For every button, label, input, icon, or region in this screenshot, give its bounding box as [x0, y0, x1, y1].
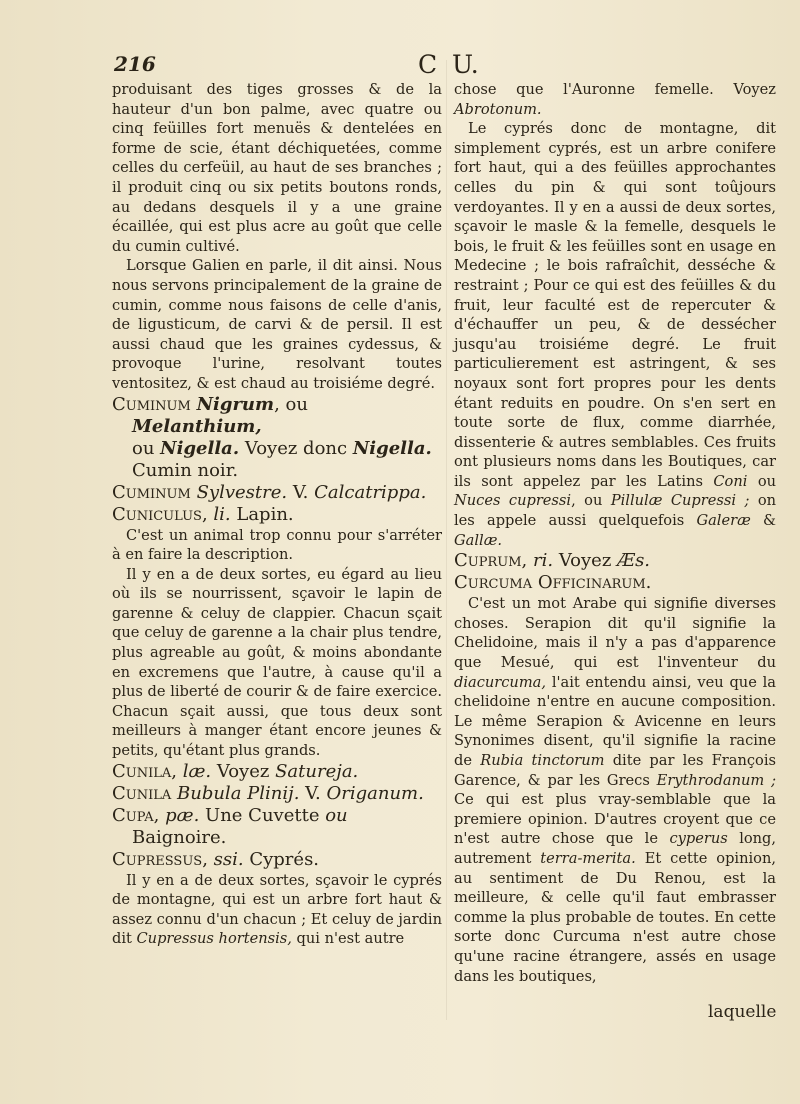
- entry-voyez: Voyez donc: [244, 437, 348, 459]
- paragraph-text: long, autrement: [454, 830, 777, 867]
- entry-headword: Cuprum: [454, 550, 522, 572]
- entry-cupressus: Cupressus, ssi. Cyprés.: [112, 848, 320, 870]
- paragraph-curcuma: [454, 594, 776, 986]
- page-number: 216: [114, 52, 156, 76]
- entry-alt-term: Nigella.: [160, 437, 240, 459]
- paragraph-text: ou: [757, 472, 777, 490]
- latin-term: terra-merita.: [540, 849, 636, 867]
- paragraph-text: Il y en a de deux sortes, sçavoir le cyprés de montagne, qui est un arbre fort haut & assez connu d'un chacun ; Et celuy de jardin dit: [112, 871, 442, 948]
- latin-term: Gallæ.: [454, 531, 503, 549]
- entry-reference: Nigella.: [352, 437, 432, 459]
- entry-voyez: V.: [305, 782, 321, 804]
- entry-headword: Cunila: [112, 782, 172, 804]
- paragraph-text: dite par les François Garence, & par les Grecs: [454, 752, 776, 789]
- paragraph-text: chose que l'Auronne femelle. Voyez: [454, 81, 776, 98]
- column-gutter: [446, 60, 447, 1020]
- latin-term: Cupressus hortensis,: [136, 930, 292, 948]
- paragraph-cypres-montagne: [454, 119, 776, 550]
- entry-cuprum: Cuprum, ri. Voyez Æs.: [454, 550, 651, 572]
- entry-cupa: Cupa, pæ. Une Cuvette ou Baignoire.: [112, 804, 348, 848]
- latin-term: Nuces cupressi: [454, 492, 572, 510]
- entry-headword: Cunila: [112, 760, 172, 782]
- entry-text: , ou: [274, 393, 308, 415]
- entry-cuminum-nigrum: [112, 394, 442, 482]
- entry-headword: Cuminum: [112, 481, 191, 503]
- entry-reference: Calcatrippa.: [314, 481, 427, 503]
- entry-grammar: ri.: [532, 550, 554, 572]
- entry-french: Lapin.: [236, 503, 294, 525]
- entry-curcuma: [454, 572, 776, 594]
- entry-voyez: Voyez: [216, 760, 270, 782]
- latin-term: diacurcuma,: [454, 673, 547, 691]
- entry-voyez: Voyez: [558, 550, 612, 572]
- entry-term: Nigrum: [196, 393, 275, 415]
- latin-term: Coni: [713, 472, 748, 490]
- entry-headword: Curcuma Officinarum.: [454, 572, 652, 594]
- page-header: [0, 52, 800, 82]
- cross-reference: Abrotonum.: [454, 100, 542, 118]
- paragraph-text: on les appele aussi quelquefois: [454, 492, 777, 530]
- entry-reference: Æs.: [617, 550, 651, 572]
- running-head-left: C: [418, 50, 438, 79]
- paragraph-text: , ou: [571, 492, 603, 510]
- entry-headword: Cuminum: [112, 393, 191, 415]
- entry-french: Cumin noir.: [132, 459, 239, 481]
- right-column: [454, 80, 776, 986]
- entry-term: Sylvestre.: [196, 481, 288, 503]
- entry-headword: Cuniculus: [112, 503, 202, 525]
- entry-reference: Satureja.: [275, 760, 359, 782]
- entry-grammar: ssi.: [213, 848, 244, 870]
- entry-grammar: pæ.: [165, 804, 200, 826]
- paragraph-auronne: [454, 80, 776, 119]
- paragraph-cypres: [112, 871, 442, 949]
- latin-term: Pillulæ Cupressi ;: [610, 492, 750, 510]
- paragraph-lapin-sortes: Il y en a de deux sortes, eu égard au lieu où ils se nourrissent, sçavoir le lapin de garenne & celuy de clappier. Chacun sçait que celuy de garenne a la chair plus tendre, plus agreable au goût, & moins abondante en excremens que l'autre, à cause qu'il a plus de liberté de courir & de faire exercice. Chacun sçait aussi, que tous deux sont meilleurs à manger étant encore jeunes & petits, qu'étant plus grands.: [112, 565, 442, 760]
- paragraph-text: l'ait entendu ainsi, veu que la chelidoine n'entre en aucune composition. Le même Serapion & Avicenne en leurs Synonimes disent, qu'il signifie la racine de: [454, 673, 777, 769]
- latin-term: Erythrodanum ;: [656, 771, 776, 789]
- paragraph-galien: Lorsque Galien en parle, il dit ainsi. Nous nous servons principalement de la graine de cumin, comme nous faisons de celle d'anis, de ligusticum, de carvi & de persil. Il est aussi chaud que les graines cydessus, & provoque l'urine, resolvant toutes ventositez, & est chaud au troisiéme degré.: [112, 257, 442, 392]
- running-head-right: U.: [452, 50, 479, 79]
- paragraph-cumin-description: produisant des tiges grosses & de la hauteur d'un bon palme, avec quatre ou cinq feüilles fort menuës & dentelées en forme de scie, étant déchiquetées, comme celles du cerfeüil, au haut de ses branches ; il produit cinq ou six petits boutons ronds, au dedans desquels il y a une graine écaillée, qui est plus acre au goût que celle du cumin cultivé.: [112, 81, 442, 255]
- left-column: [112, 80, 442, 949]
- entry-french: Une Cuvette: [205, 804, 320, 826]
- entry-alt-term: Melanthium,: [132, 415, 262, 437]
- catchword: laquelle: [708, 1002, 777, 1022]
- entry-cunila: Cunila, læ. Voyez Satureja.: [112, 760, 359, 782]
- paragraph-text: Le cyprés donc de montagne, dit simplement cyprés, est un arbre conifere fort haut, qui a des feüilles approchantes celles du pin & qui sont toûjours verdoyantes. Il y en a aussi de deux sortes, sçavoir le masle & la femelle, desquels le bois, le fruit & les feüilles sont en usage en Medecine ; le bois rafraîchit, desséche & restraint ; Pour ce qui est des feüilles & du fruit, leur faculté est de repercuter & d'échauffer un peu, & de dessécher jusqu'au troisiéme degré. Le fruit particulierement est astringent, & ses noyaux sont fort propres pour les dents étant reduits en poudre. On s'en sert en toute sorte de flux, comme diarrhée, dissenterie & autres semblables. Ces fruits ont plusieurs noms dans les Boutiques, car ils sont appelez par les Latins: [454, 120, 776, 490]
- latin-term: Galeræ: [696, 512, 751, 530]
- entry-cuniculus: Cuniculus, li. Lapin.: [112, 503, 294, 525]
- paragraph-lapin-intro: C'est un animal trop connu pour s'arréter à en faire la description.: [112, 526, 442, 564]
- paragraph-text: Ce qui est plus vray-semblable que la premiere opinion. D'autres croyent que ce n'est autre chose que le: [454, 791, 776, 848]
- entry-headword: Cupa: [112, 804, 154, 826]
- entry-reference: Origanum.: [326, 782, 424, 804]
- paragraph-text: qui n'est autre: [296, 930, 405, 948]
- entry-grammar: læ.: [182, 760, 212, 782]
- latin-term: Rubia tinctorum: [480, 752, 605, 769]
- paragraph-text: &: [763, 512, 776, 530]
- entry-text: ou: [132, 437, 155, 459]
- entry-conjunction: ou: [325, 804, 348, 826]
- entry-cuminum-sylvestre: [112, 482, 442, 504]
- entry-cunila-bubula: [112, 783, 442, 805]
- entry-term: Bubula Plinij.: [177, 782, 300, 804]
- paragraph-text: Et cette opinion, au sentiment de Du Renou, est la meilleure, & celle qu'il faut embrasser comme la plus probable de toutes. En cette sorte donc Curcuma n'est autre chose qu'une racine étrangere, assés en usage dans les boutiques,: [454, 849, 776, 985]
- paragraph-text: C'est un mot Arabe qui signifie diverses choses. Serapion dit qu'il signifie la Chelidoine, mais il n'y a pas d'apparence que Mesué, qui est l'inventeur du: [454, 595, 776, 672]
- entry-french: Baignoire.: [132, 826, 227, 848]
- latin-term: cyperus: [669, 830, 728, 848]
- entry-french: Cyprés.: [249, 848, 320, 870]
- entry-headword: Cupressus: [112, 848, 203, 870]
- entry-voyez: V.: [292, 481, 309, 503]
- entry-grammar: li.: [213, 503, 231, 525]
